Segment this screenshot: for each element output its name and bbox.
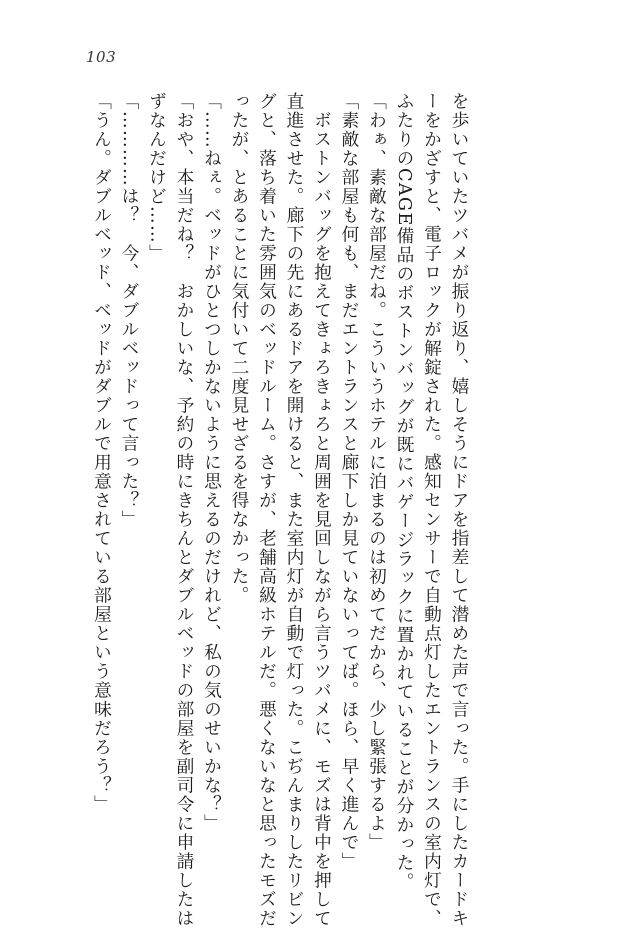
text-line: ずなんだけど……」 bbox=[146, 92, 167, 263]
text-line: ボストンバッグを抱えてきょろきょろと周囲を見回しながら言うツバメに、モズは背中を押して bbox=[311, 92, 332, 928]
body-text bbox=[91, 92, 472, 928]
text-line: ーをかざすと、電子ロックが解錠された。感知センサーで自動点灯したエントランスの室内灯で、 bbox=[421, 92, 442, 928]
text-line: ったが、とあることに気付いて二度見せざるを得なかった。 bbox=[229, 92, 249, 605]
page-number: 103 bbox=[86, 48, 117, 66]
text-line: 「素敵な部屋も何も、まだエントランスと廊下しか見ていないってば。ほら、早く進んで」 bbox=[339, 92, 359, 871]
text-line: 直進させた。廊下の先にあるドアを開けると、また室内灯が自動で灯った。こぢんまりしたリビン bbox=[284, 92, 304, 928]
text-line: 「おや、本当だね？ おかしいな、予約の時にきちんとダブルベッドの部屋を副司令に申請したは bbox=[174, 92, 194, 928]
text-line: を歩いていたツバメが振り返り、嬉しそうにドアを指差して潜めた声で言った。手にしたカードキ bbox=[449, 92, 469, 928]
text-line: 「……ねぇ。ベッドがひとつしかないように思えるのだけれど、私の気のせいかな？」 bbox=[201, 92, 222, 833]
text-line: ふたりのCAGE備品のボストンバッグが既にバゲージラックに置かれていることが分かった。 bbox=[394, 92, 414, 892]
text-line: 「…………は？ 今、ダブルベッドって言った？」 bbox=[119, 92, 139, 529]
text-line: グと、落ち着いた雰囲気のベッドルーム。さすが、老舗高級ホテルだ。悪くないなと思ったモズだ bbox=[256, 92, 277, 928]
text-line: 「うん。ダブルベッド、ベッドがダブルで用意されている部屋という意味だろう？」 bbox=[91, 92, 112, 814]
text-line: 「わぁ、素敵な部屋だね。こういうホテルに泊まるのは初めてだから、少し緊張するよ」 bbox=[366, 92, 387, 852]
